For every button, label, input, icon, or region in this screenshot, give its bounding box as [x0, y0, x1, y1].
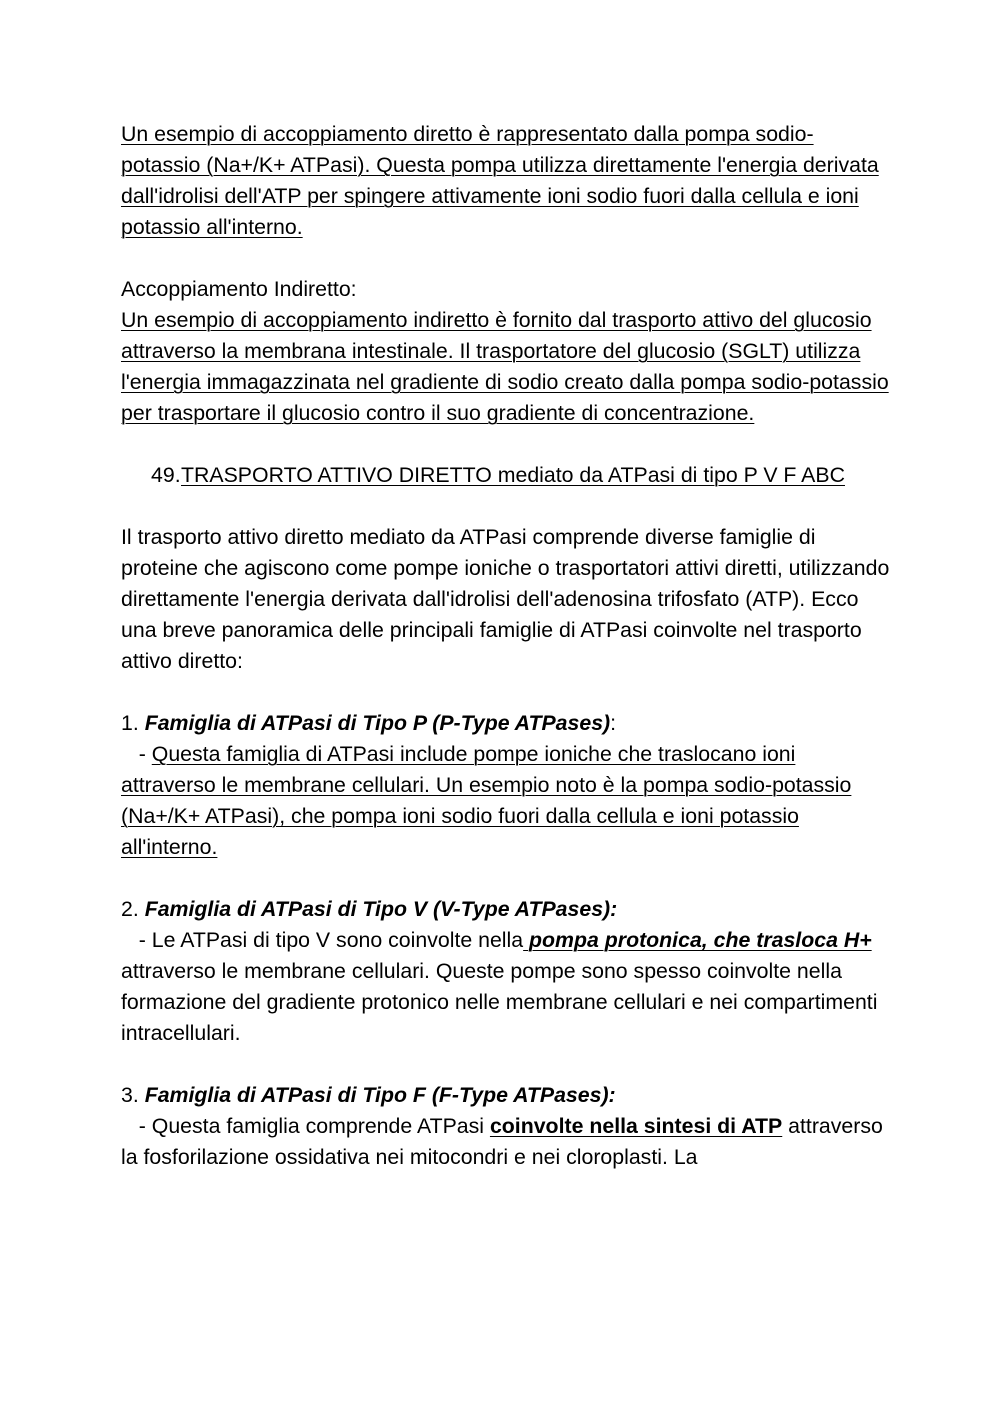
family-f-title: Famiglia di ATPasi di Tipo F (F-Type ATPases):	[144, 1083, 616, 1107]
family-v-description	[121, 925, 891, 1049]
family-p-description	[121, 739, 891, 863]
intro-paragraph: Il trasporto attivo diretto mediato da ATPasi comprende diverse famiglie di proteine che agiscono come pompe ioniche o trasportatori attivi diretti, utilizzando direttamente l'energia derivata dall'idrolisi dell'adenosina trifosfato (ATP). Ecco una breve panoramica delle principali famiglie di ATPasi coinvolte nel trasporto attivo diretto:	[121, 525, 890, 673]
family-p-dash: -	[121, 742, 152, 766]
indirect-coupling-paragraph: Un esempio di accoppiamento indiretto è fornito dal trasporto attivo del glucosio attraverso la membrana intestinale. Il trasportatore del glucosio (SGLT) utilizza l'energia immagazzinata nel gradiente di sodio creato dalla pompa sodio-potassio per trasportare il glucosio contro il suo gradiente di concentrazione.	[121, 308, 889, 425]
family-p-title: Famiglia di ATPasi di Tipo P (P-Type ATPases)	[144, 711, 611, 735]
family-v-title: Famiglia di ATPasi di Tipo V (V-Type ATPases):	[144, 897, 618, 921]
family-f-description	[121, 1111, 891, 1173]
direct-coupling-paragraph: Un esempio di accoppiamento diretto è rappresentato dalla pompa sodio-potassio (Na+/K+ ATPasi). Questa pompa utilizza direttamente l'energia derivata dall'idrolisi dell'ATP per spingere attivamente ioni sodio fuori dalla cellula e ioni potassio all'interno.	[121, 122, 879, 239]
section-number: 49.	[151, 463, 181, 487]
spacer	[121, 677, 891, 708]
family-f-number: 3.	[121, 1083, 145, 1107]
family-f-highlight: coinvolte nella sintesi di ATP	[489, 1114, 783, 1138]
spacer	[121, 491, 891, 522]
section-title: TRASPORTO ATTIVO DIRETTO mediato da ATPasi di tipo P V F ABC	[181, 463, 845, 487]
family-v-number: 2.	[121, 897, 145, 921]
document-page	[121, 119, 891, 1173]
family-v-heading	[121, 894, 891, 925]
family-f-text-after: attraverso la fosforilazione ossidativa nei mitocondri e nei cloroplasti. La	[121, 1114, 883, 1169]
section-heading	[121, 460, 891, 491]
spacer	[121, 429, 891, 460]
family-p-text: Questa famiglia di ATPasi include pompe ioniche che traslocano ioni attraverso le membrane cellulari. Un esempio noto è la pompa sodio-potassio (Na+/K+ ATPasi), che pompa ioni sodio fuori dalla cellula e ioni potassio all'interno.	[121, 742, 852, 859]
spacer	[121, 1049, 891, 1080]
spacer	[121, 863, 891, 894]
family-v-text-after: attraverso le membrane cellulari. Queste pompe sono spesso coinvolte nella formazione del gradiente protonico nelle membrane cellulari e nei compartimenti intracellulari.	[121, 959, 878, 1045]
spacer	[121, 243, 891, 274]
family-p-number: 1.	[121, 711, 145, 735]
indirect-coupling-heading: Accoppiamento Indiretto:	[121, 277, 357, 301]
family-v-highlight: pompa protonica, che trasloca H+	[523, 928, 872, 952]
family-f-heading	[121, 1080, 891, 1111]
family-f-text-before: - Questa famiglia comprende ATPasi	[121, 1114, 490, 1138]
family-p-heading	[121, 708, 891, 739]
family-v-text-before: - Le ATPasi di tipo V sono coinvolte nella	[121, 928, 524, 952]
family-p-colon: :	[610, 711, 617, 735]
